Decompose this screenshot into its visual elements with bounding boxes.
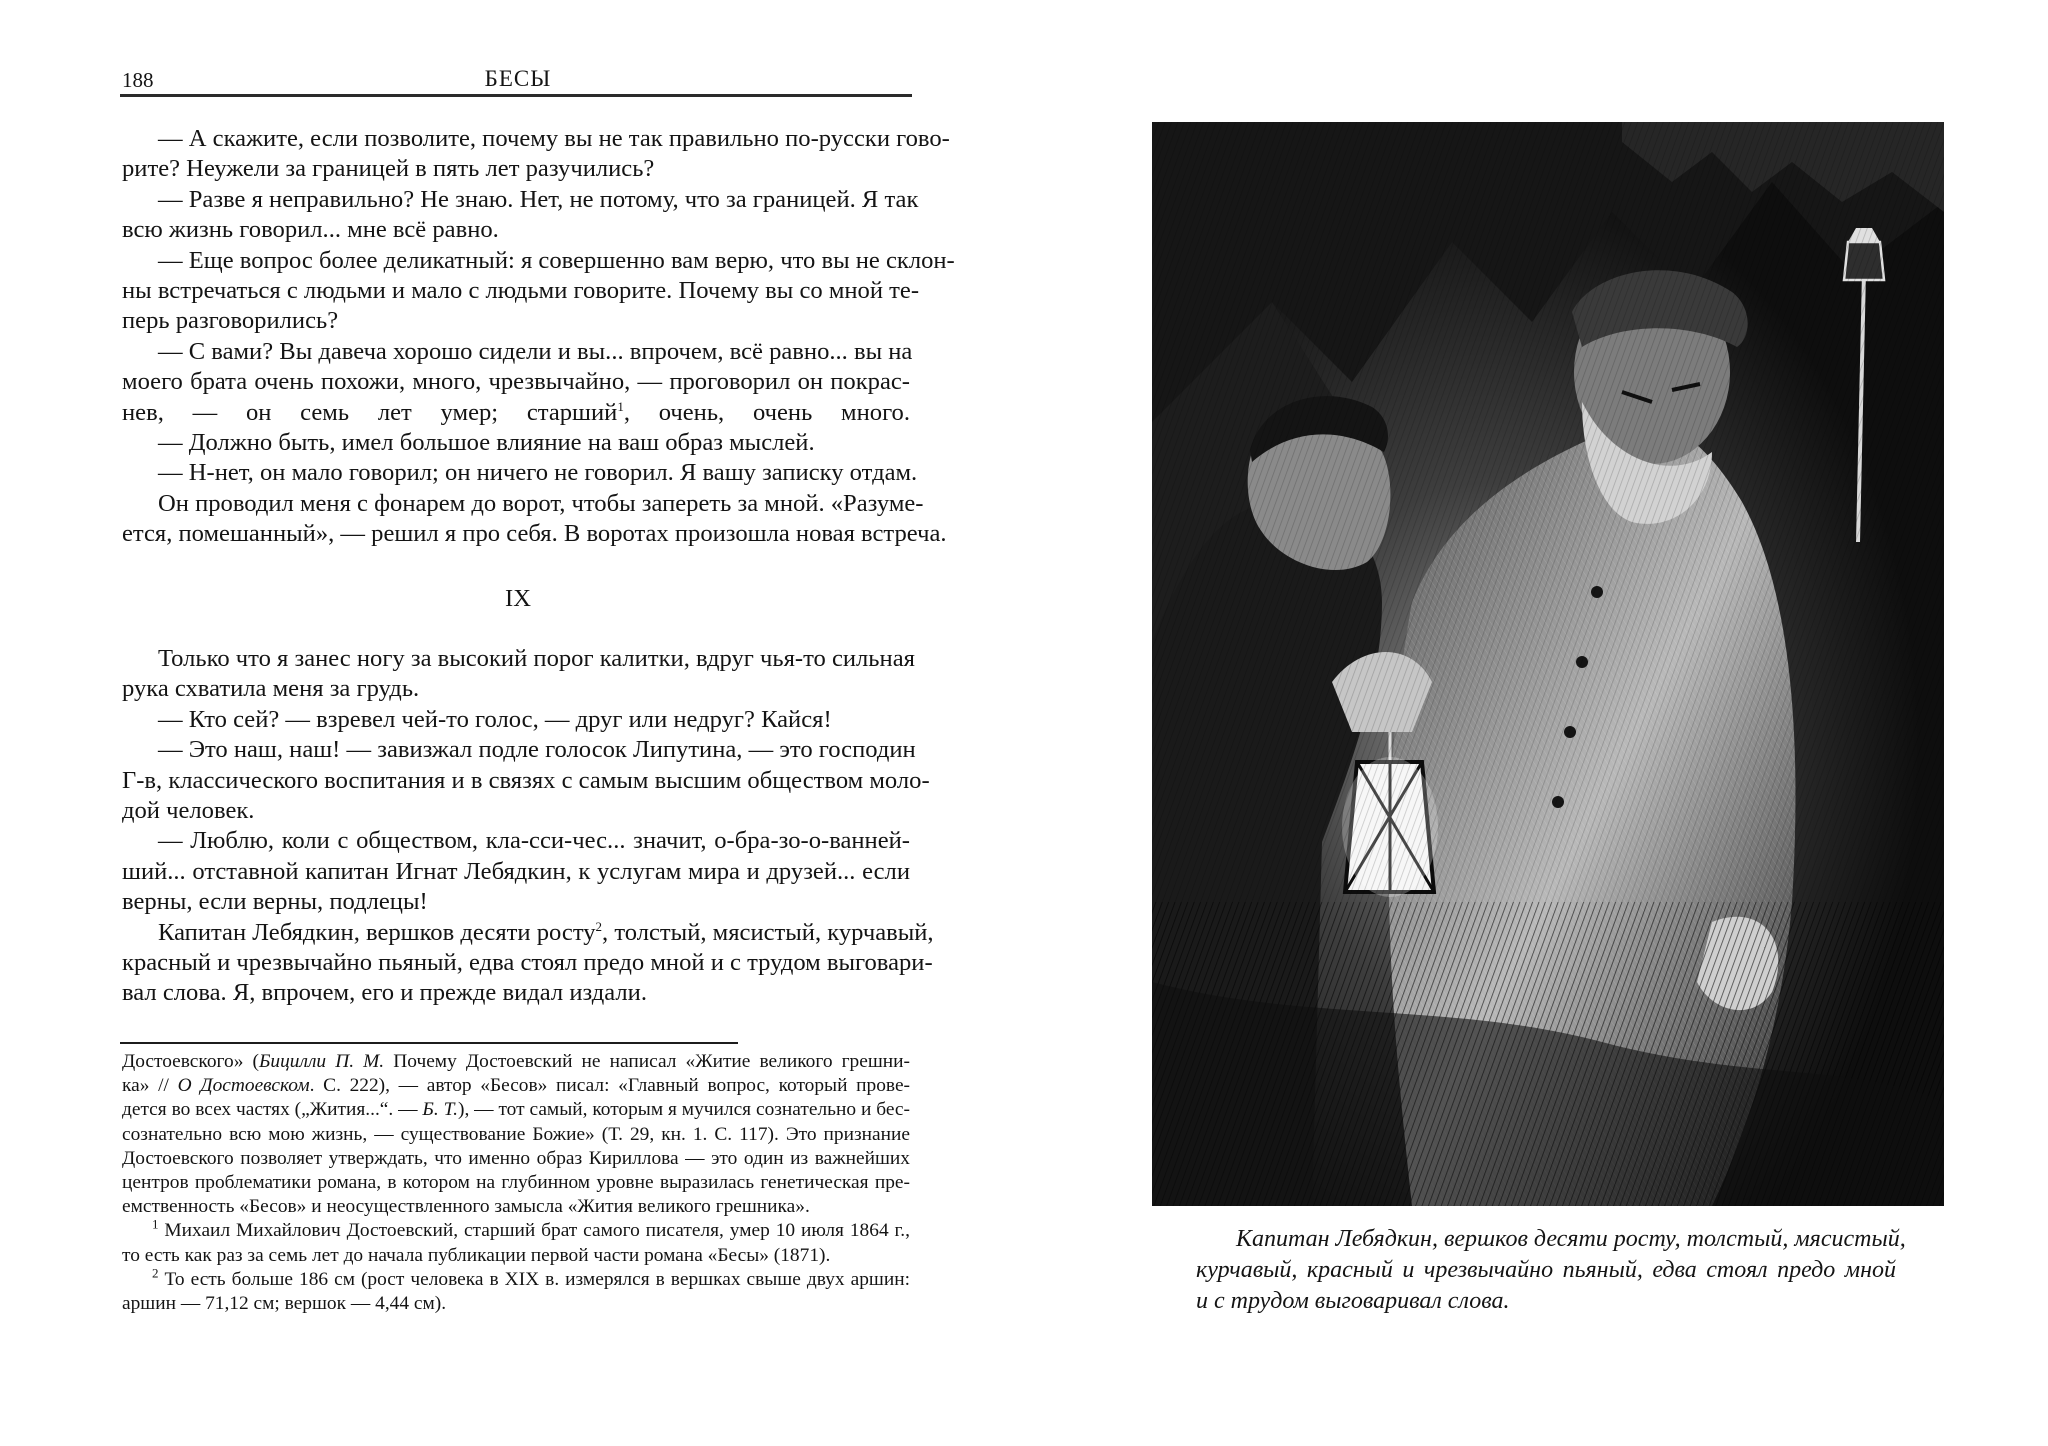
footnote-line: емственность «Бесов» и неосуществленного замысла «Жития великого грешника». [122, 1196, 810, 1218]
footnote-line [122, 1074, 910, 1098]
footnote-line: аршин — 71,12 см; вершок — 4,44 см). [122, 1292, 447, 1314]
author-name: Бицилли П. М. [258, 1051, 385, 1072]
book-title: О Достоевском [177, 1075, 310, 1097]
note-fragment: Почему Достоевский не написал «Житие великого грешни- [384, 1051, 911, 1072]
text-fragment: , очень, очень много. [623, 398, 910, 426]
text-line: Он проводил меня с фонарем до ворот, чтобы запереть за мной. «Разуме- [158, 489, 924, 517]
text-line: вал слова. Я, впрочем, его и прежде видал издали. [122, 979, 647, 1007]
text-line: — С вами? Вы давеча хорошо сидели и вы... впрочем, всё равно... вы на [158, 337, 913, 365]
note-fragment: дется во всех частях („Жития...“. — [122, 1099, 423, 1121]
text-line: верны, если верны, подлецы! [122, 888, 428, 916]
text-line: — А скажите, если позволите, почему вы не так правильно по-русски гово- [158, 125, 950, 152]
text-line: — Н-нет, он мало говорил; он ничего не говорил. Я вашу записку отдам. [158, 459, 918, 487]
text-line: перь разговорились? [122, 307, 339, 335]
text-line: Г-в, классического воспитания и в связях с самым высшим обществом моло- [122, 766, 930, 794]
text-line: дой человек. [122, 796, 255, 824]
text-line: — Это наш, наш! — завизжал подле голосок Липутина, — это господин [158, 736, 916, 764]
text-line: моего брата очень похожи, много, чрезвычайно, — проговорил он покрас- [122, 368, 910, 396]
footnote-ref-2[interactable]: 2 [595, 918, 603, 934]
text-line [122, 918, 934, 948]
note-fragment: ка» // [122, 1075, 178, 1097]
text-line: Только что я занес ногу за высокий порог калитки, вдруг чья-то сильная [158, 645, 915, 672]
header-rule [120, 94, 912, 97]
note-fragment: ), — тот самый, которым я мучился сознательно и бес- [458, 1099, 910, 1121]
text-line [122, 398, 910, 428]
note-fragment: Михаил Михайлович Достоевский, старший брат самого писателя, умер 10 июля 1864 г., [158, 1220, 910, 1242]
footnote-line [122, 1216, 910, 1243]
caption-line: Капитан Лебядкин, вершков десяти росту, толстый, мясистый, [1236, 1226, 1906, 1252]
footnote-line [122, 1050, 910, 1074]
text-line: — Люблю, коли с обществом, кла-сси-чес... значит, о-бра-зо-о-ванней- [158, 827, 910, 855]
text-line: рите? Неужели за границей в пять лет разучились? [122, 155, 655, 183]
text-line: — Кто сей? — взревел чей-то голос, — друг или недруг? Кайся! [158, 705, 832, 733]
footnote-line: сознательно всю мою жизнь, — существование Божие» (Т. 29, кн. 1. С. 117). Это признание [122, 1123, 910, 1145]
footnote-line: центров проблематики романа, в котором на глубинном уровне выразилась генетическая пре- [122, 1171, 910, 1193]
running-title: БЕСЫ [484, 66, 552, 91]
illustration-caption [1196, 1224, 1906, 1317]
note-fragment: Достоевского» ( [122, 1051, 259, 1072]
footnote-line: Достоевского позволяет утверждать, что именно образ Кириллова — это один из важнейших [122, 1147, 910, 1169]
chapter-heading: IX [505, 585, 531, 612]
footnote-line [122, 1265, 910, 1292]
text-line: — Разве я неправильно? Не знаю. Нет, не потому, что за границей. Я так [158, 185, 919, 213]
footnotes [122, 1050, 910, 1316]
illustration-plate [1152, 122, 1944, 1206]
note-fragment: . С. 222), — автор «Бесов» писал: «Главный вопрос, который прове- [309, 1075, 911, 1097]
footnote-marker-1: 1 [152, 1216, 159, 1232]
text-line: рука схватила меня за грудь. [122, 675, 420, 703]
text-line: красный и чрезвычайно пьяный, едва стоял предо мной и с трудом выговари- [122, 948, 933, 976]
overall-hatching [1152, 122, 1944, 1206]
text-line: ны встречаться с людьми и мало с людьми говорите. Почему вы со мной те- [122, 276, 920, 304]
footnote-line: то есть как раз за семь лет до начала публикации первой части романа «Бесы» (1871). [122, 1244, 831, 1266]
text-line: всю жизнь говорил... мне всё равно. [122, 216, 499, 244]
engraving-illustration [1152, 122, 1944, 1206]
text-fragment: нев, — он семь лет умер; старший [122, 398, 618, 426]
note-fragment: То есть больше 186 см (рост человека в XIX в. измерялся в вершках свыше двух аршин: [158, 1268, 910, 1290]
text-line: ший... отставной капитан Игнат Лебядкин, к услугам мира и друзей... если [122, 857, 910, 885]
text-line: — Должно быть, имел большое влияние на ваш образ мыслей. [158, 428, 815, 456]
footnote-rule [120, 1042, 738, 1044]
caption-line: и с трудом выговаривал слова. [1196, 1288, 1510, 1314]
footnote-line [122, 1098, 910, 1122]
footnote-ref-1[interactable]: 1 [617, 398, 624, 414]
text-line: — Еще вопрос более деликатный: я совершенно вам верю, что вы не склон- [158, 246, 955, 274]
text-line: ется, помешанный», — решил я про себя. В воротах произошла новая встреча. [122, 520, 947, 548]
main-text [122, 124, 955, 549]
text-fragment: Капитан Лебядкин, вершков десяти росту [158, 918, 596, 946]
footnote-marker-2: 2 [152, 1265, 159, 1281]
text-fragment: , толстый, мясистый, курчавый, [602, 918, 934, 946]
chapter-text [122, 644, 934, 1009]
caption-line: курчавый, красный и чрезвычайно пьяный, едва стоял предо мной [1196, 1257, 1896, 1283]
editor-initials: Б. Т. [422, 1099, 458, 1121]
page-number: 188 [122, 68, 154, 92]
